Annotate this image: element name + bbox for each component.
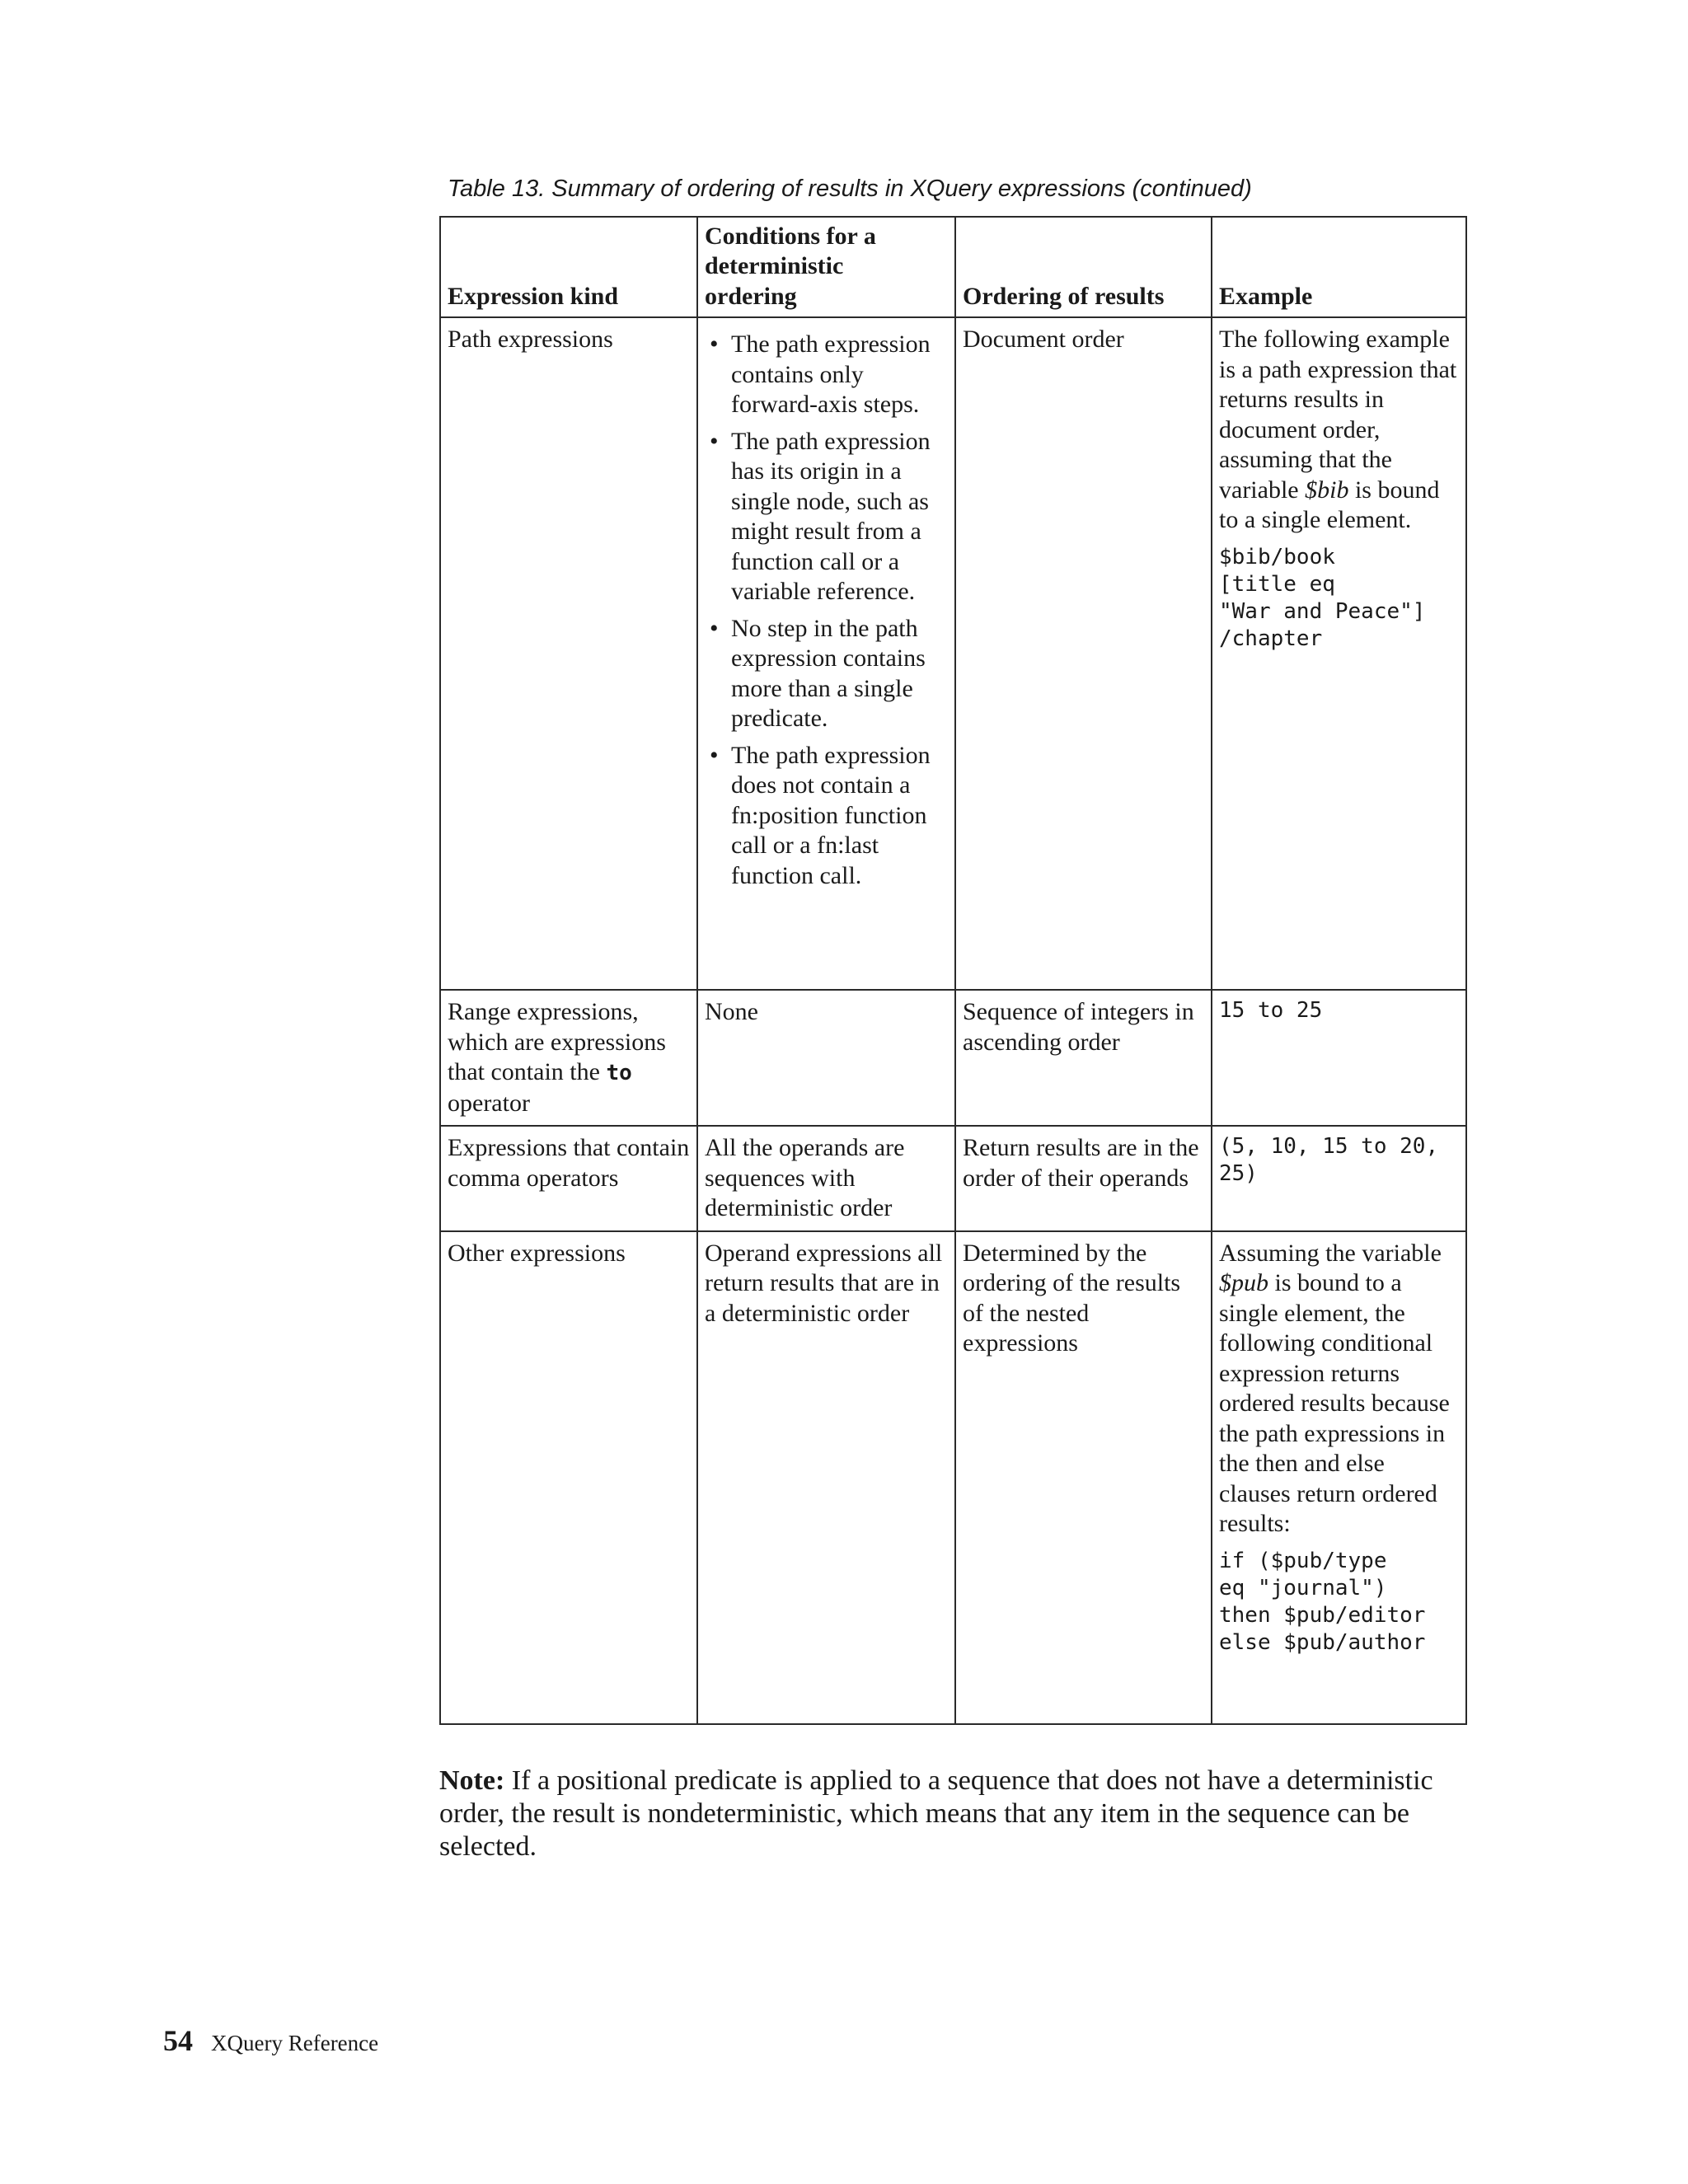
example-code: (5, 10, 15 to 20, 25) xyxy=(1219,1134,1439,1186)
cell-conditions: All the operands are sequences with deterministic order xyxy=(697,1126,955,1231)
cell-conditions: Operand expressions all return results that are in a deterministic order xyxy=(697,1231,955,1724)
condition-text: The path expression does not contain a fn:position function call or a fn:last function call. xyxy=(731,741,931,889)
header-ordering: Ordering of results xyxy=(955,217,1212,317)
book-title: XQuery Reference xyxy=(211,2031,379,2055)
cell-ordering: Document order xyxy=(955,317,1212,990)
cell-example xyxy=(1212,1126,1466,1231)
ordering-summary-table xyxy=(439,216,1467,1725)
header-conditions-line1: Conditions for a xyxy=(705,222,876,250)
condition-text: The path expression contains only forward-axis steps. xyxy=(731,330,931,418)
example-text-part: Assuming the variable xyxy=(1219,1239,1442,1267)
example-text xyxy=(1219,325,1459,536)
cell-ordering: Sequence of integers in ascending order xyxy=(955,990,1212,1126)
cell-conditions xyxy=(697,317,955,990)
condition-text: The path expression has its origin in a single node, such as might result from a function call or a variable reference. xyxy=(731,427,931,605)
header-conditions-line2: deterministic xyxy=(705,252,844,279)
example-text-part: The following example is a path expression that returns results in document order, assuming that the variable xyxy=(1219,326,1457,504)
page-number: 54 xyxy=(163,2024,193,2057)
list-item xyxy=(705,741,948,892)
list-item xyxy=(705,427,948,607)
cell-expression-kind xyxy=(440,990,697,1126)
header-conditions xyxy=(697,217,955,317)
example-text xyxy=(1219,1239,1459,1540)
header-conditions-line3: ordering xyxy=(705,282,797,310)
cell-example xyxy=(1212,990,1466,1126)
conditions-list xyxy=(705,330,948,891)
table-row xyxy=(440,990,1466,1126)
table-row xyxy=(440,317,1466,990)
list-item xyxy=(705,330,948,420)
note-label: Note: xyxy=(439,1765,505,1796)
example-text-part: is bound to a single element, the following conditional expression returns ordered results because the path expressions in the then and else clauses return ordered results: xyxy=(1219,1269,1450,1537)
note-text: If a positional predicate is applied to a sequence that does not have a deterministic order, the result is nondeterministic, which means that any item in the sequence can be selected. xyxy=(439,1765,1433,1862)
example-code: 15 to 25 xyxy=(1219,998,1323,1023)
table-row xyxy=(440,1231,1466,1724)
bullet-icon: • xyxy=(710,741,719,769)
example-variable: $bib xyxy=(1305,476,1349,504)
page-footer xyxy=(163,2024,378,2060)
table-caption: Table 13. Summary of ordering of results in XQuery expressions (continued) xyxy=(448,176,1252,202)
cell-example xyxy=(1212,1231,1466,1724)
header-expression-kind: Expression kind xyxy=(440,217,697,317)
example-text-part: is bound to a single element. xyxy=(1219,476,1440,533)
cell-expression-kind: Other expressions xyxy=(440,1231,697,1724)
list-item xyxy=(705,614,948,734)
cell-conditions: None xyxy=(697,990,955,1126)
example-code: if ($pub/type eq "journal") then $pub/editor else $pub/author xyxy=(1219,1548,1426,1655)
cell-expression-kind: Expressions that contain comma operators xyxy=(440,1126,697,1231)
note-paragraph xyxy=(439,1765,1465,1863)
bullet-icon: • xyxy=(710,614,719,642)
keyword-to: to xyxy=(606,1061,632,1085)
bullet-icon: • xyxy=(710,330,719,358)
table-header-row xyxy=(440,217,1466,317)
bullet-icon: • xyxy=(710,427,719,455)
kind-text-part: Range expressions, which are expressions that contain the xyxy=(448,998,666,1085)
cell-ordering: Return results are in the order of their operands xyxy=(955,1126,1212,1231)
condition-text: No step in the path expression contains more than a single predicate. xyxy=(731,614,926,732)
kind-text-part: operator xyxy=(448,1089,530,1117)
header-example: Example xyxy=(1212,217,1466,317)
cell-ordering: Determined by the ordering of the results of the nested expressions xyxy=(955,1231,1212,1724)
table-row xyxy=(440,1126,1466,1231)
example-code: $bib/book [title eq "War and Peace"] /chapter xyxy=(1219,544,1426,651)
cell-example xyxy=(1212,317,1466,990)
cell-expression-kind: Path expressions xyxy=(440,317,697,990)
example-variable: $pub xyxy=(1219,1269,1268,1296)
